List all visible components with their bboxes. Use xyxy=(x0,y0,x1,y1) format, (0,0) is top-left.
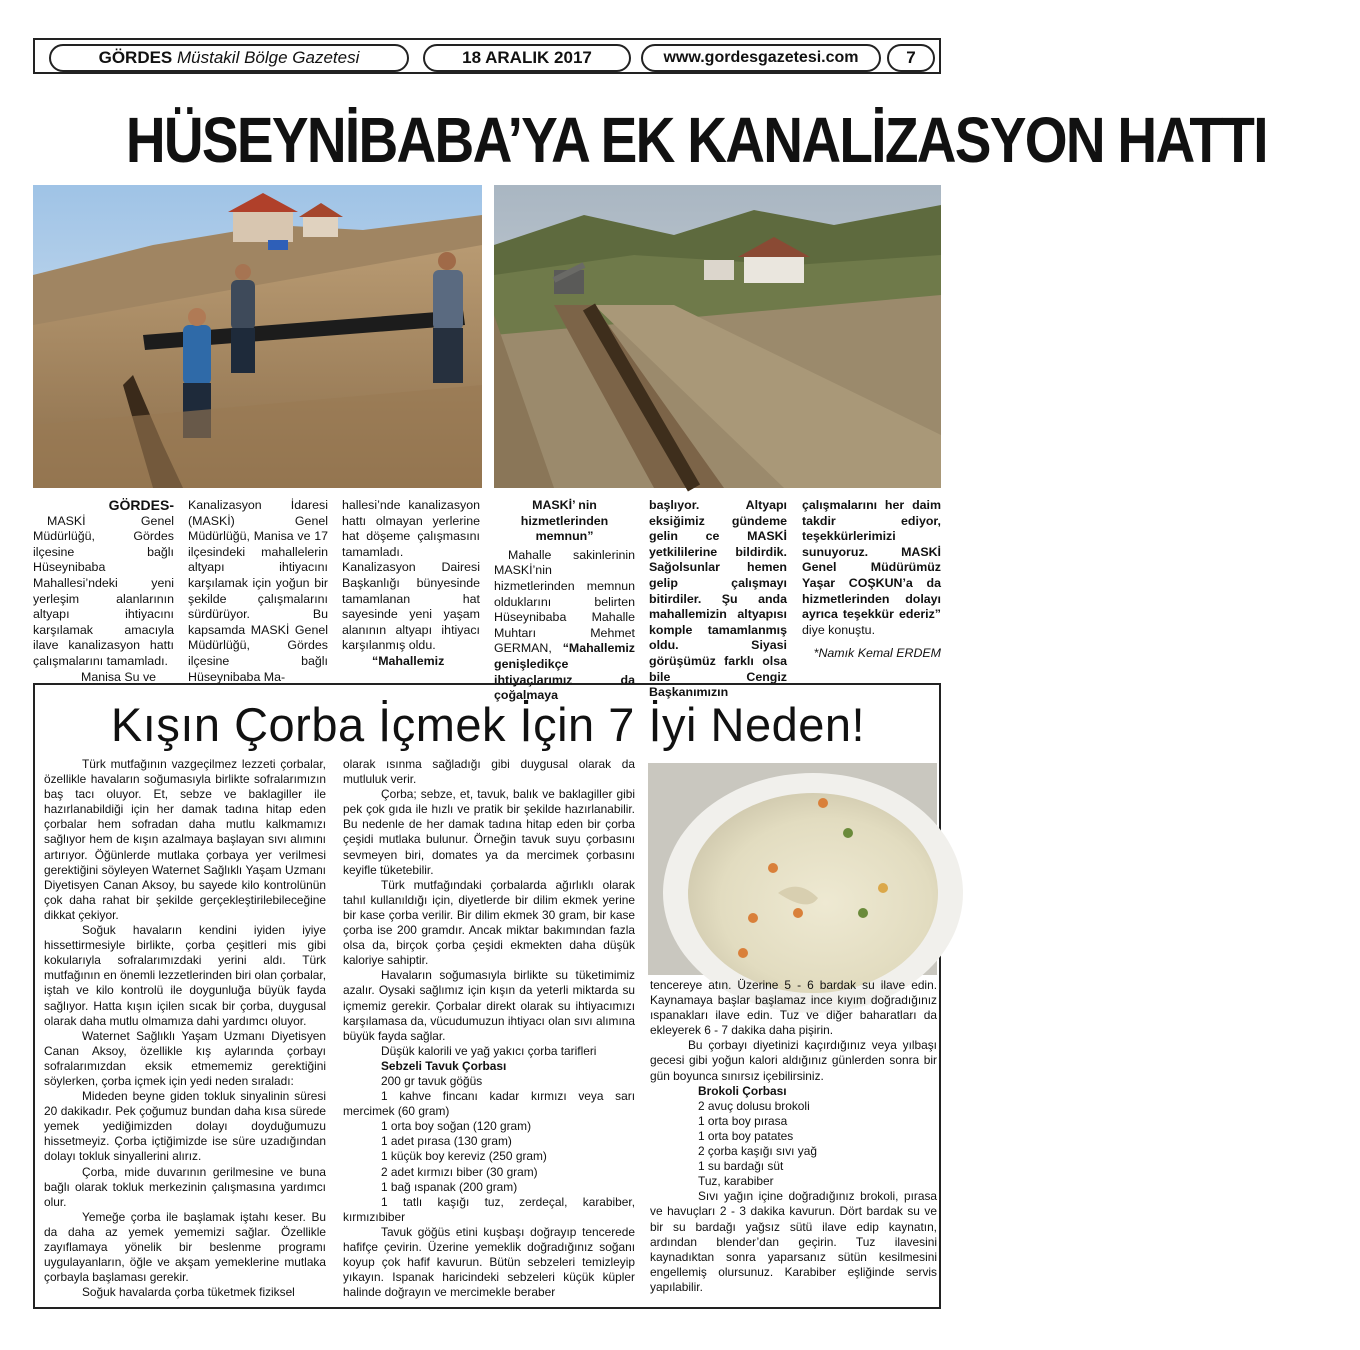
article1-column-1 xyxy=(33,498,174,685)
article1-subheading-start: “Mahallemiz xyxy=(372,653,445,668)
recipe2-steps: Sıvı yağın içine doğradığınız brokoli, pırasa ve havuçları 2 - 3 dakika kavurun. Dört bardak su ve bir su bardağı yağsız sütü ilave edip kaynatın, ardından blender’dan geçirin. Tuz ilavesini kaynadıktan sonra yaparsanız sütün kesilmesini engellemiş olursunuz. Karabiber eşliğinde servis yapılabilir. xyxy=(650,1189,937,1294)
article1-quote: “Mahallemiz genişledikçe ihtiyaçlarımız da çoğalmaya xyxy=(494,641,635,703)
article1-column-5 xyxy=(649,498,787,701)
recipe1-ingredient: 1 küçük boy kereviz (250 gram) xyxy=(381,1149,547,1164)
article1-column-6 xyxy=(802,498,941,662)
recipe1-steps: Tavuk göğüs etini kuşbaşı doğrayıp tencerede hafifçe çevirin. Üzerine yemeklik doğradığınız soğanı koyup çok hafif kavurun. Bütün sebzeleri temizleyip yıkayın. Ispanak haricindeki sebzeleri küçük küpler halinde doğrayın ve mercimekle beraber xyxy=(343,1224,635,1300)
recipe1-ingredient: 1 adet pırasa (130 gram) xyxy=(381,1134,512,1149)
recipe2-ingredient: 1 su bardağı süt xyxy=(698,1159,784,1174)
article1-column-3 xyxy=(342,498,480,670)
article1-quote: çalışmalarını her daim takdir ediyor, teşekkürlerimizi sunuyoruz. MASKİ Genel Müdürümüz Yaşar COŞKUN’a da hizmetlerinden dolayı ayrıca teşekkür ederiz” xyxy=(802,498,941,622)
article2-paragraph: olarak ısınma sağladığı gibi duygusal olarak da mutluluk verir. xyxy=(343,757,635,787)
recipe1-ingredient: 1 bağ ıspanak (200 gram) xyxy=(381,1179,518,1194)
chicken-soup-photo xyxy=(648,763,937,975)
recipe2-ingredient: 2 avuç dolusu brokoli xyxy=(698,1098,810,1113)
recipe2-title: Brokoli Çorbası xyxy=(698,1083,787,1098)
article2-column-1 xyxy=(44,757,326,1300)
workers-laying-pipe-photo xyxy=(33,185,482,488)
article2-paragraph: Çorba; sebze, et, tavuk, balık ve baklagiller gibi pek çok gıda ile hızlı ve pratik bir şekilde hazırlanabilir. Bu nedenle de her damak tadına hitap eden bir çorba çeşidi mutlaka bulunur. Örneğin tavuk suyu çorbasını sevmeyen biri, domates ya da mercimek çorbasını keyifle tüketebilir. xyxy=(343,787,635,877)
article2-paragraph: Türk mutfağının vazgeçilmez lezzeti çorbalar, özellikle havaların soğumasıyla birlikte sofralarımızın baş tacı oluyor. Et, sebze ve baklagiller ile hazırlanabildiği için her damak tadına hitap eden çorbalar hem sofradan daha mutlu kalkmamızı sağlıyor hem de kışın azalmaya başlayan sıvı alımını artırıyor. Öğünlerde mutlaka çorbaya yer verilmesi gerektiğini söyleyen Waternet Sağlıklı Yaşam Uzmanı Diyetisyen Canan Aksoy, bu sayede kilo kontrolünün çok daha rahat bir şekilde gerçekleştirilebileceğine dikkat çekiyor. xyxy=(44,757,326,922)
dateline: GÖRDES- xyxy=(108,497,174,513)
article2-paragraph: Soğuk havalarda çorba tüketmek fiziksel xyxy=(82,1285,295,1300)
recipe2-ingredient: 1 orta boy pırasa xyxy=(698,1113,788,1128)
issue-date: 18 ARALIK 2017 xyxy=(423,44,631,72)
paper-subtitle: Müstakil Bölge Gazetesi xyxy=(177,48,360,67)
article2-paragraph: Soğuk havaların kendini iyiden iyiye hissettirmesiyle birlikte, çorba çeşitleri mis gibi kokularıyla sofralarımızdaki yerini aldı. Türk mutfağının en önemli lezzetlerinden biri olan çorbalar, iştah ve kilo kontrolü ile doygunluğa büyük fayda sağlıyor. Hatta kışın içilen sıcak bir çorba, duygusal olarak daha mutlu olmamıza dahi yardımcı oluyor. xyxy=(44,923,326,1028)
recipes-intro: Düşük kalorili ve yağ yakıcı çorba tarifleri xyxy=(381,1043,597,1058)
recipe1-ingredient: 200 gr tavuk göğüs xyxy=(381,1073,483,1088)
article2-column-3 xyxy=(650,978,937,1295)
recipe2-ingredient: 1 orta boy patates xyxy=(698,1128,794,1143)
article2-headline: Kışın Çorba İçmek İçin 7 İyi Neden! xyxy=(110,698,866,751)
article1-paragraph xyxy=(494,548,635,704)
article1-paragraph: Kanalizasyon İdaresi (MASKİ) Genel Müdürlüğü, Manisa ve 17 ilçesindeki mahallelerin altyapı ihtiyacını karşılamak için yoğun bir şekilde çalışmalarını sürdürüyor. Bu kapsamda MASKİ Genel Müdürlüğü, Gördes ilçesine bağlı Hüseynibaba Ma- xyxy=(188,498,328,684)
article1-paragraph: MASKİ Genel Müdürlüğü, Gördes ilçesine bağlı Hüseynibaba Mahallesi’ndeki yeni yerleşim alanlarının altyapı ihtiyacını karşılamak amacıyla ilave kanalizasyon hattı çalışmalarını tamamladı. xyxy=(33,513,174,668)
recipe1-ingredient: 2 adet kırmızı biber (30 gram) xyxy=(381,1164,538,1179)
article2-paragraph: Türk mutfağındaki çorbalarda ağırlıklı olarak tahıl kullanıldığı için, diyetlerde bir dilim ekmek yerine bir kase çorba verilir. Bir dilim ekmek 30 gram, bir kase çorba ise 200 gramdır. Ancak miktar bakımından fazla olsa da, birçok çorba çeşidi ekmekten daha düşük kaloriye sahiptir. xyxy=(343,877,635,968)
excavated-trench-photo xyxy=(494,185,941,488)
recipe1-ingredient: 1 tatlı kaşığı tuz, zerdeçal, karabiber, kırmızıbiber xyxy=(343,1194,635,1224)
article2-paragraph: Mideden beyne giden tokluk sinyalinin süresi 20 dakikadır. Pek çoğumuz bundan daha kısa sürede yemek yediğimizden dolayı doyduğumuzu hissetmeyiz. Çorba içtiğimizde ise süre uzadığından dolayı tokluk sinyallerini alırız. xyxy=(44,1089,326,1164)
article2-paragraph: Yemeğe çorba ile başlamak iştahı keser. Bu da daha az yemek yememizi sağlar. Özellikle zayıflamaya yönelik bir beslenme programı uygulayanların, öğle ve akşam yemeklerine mutlaka çorbayla başlaması gerekir. xyxy=(44,1209,326,1285)
article2-paragraph: Çorba, mide duvarının gerilmesine ve buna bağlı olarak tokluk merkezinin çalışmasına yardımcı olur. xyxy=(44,1164,326,1209)
recipe1-ingredient: 1 orta boy soğan (120 gram) xyxy=(381,1119,532,1134)
paper-name-pill xyxy=(49,44,409,72)
recipe2-ingredient: Tuz, karabiber xyxy=(698,1174,774,1189)
article1-paragraph xyxy=(802,498,941,638)
article1-headline xyxy=(33,102,1267,178)
article1-headline-text: HÜSEYNİBABA’YA EK KANALİZASYON HATTI xyxy=(125,104,1267,176)
article1-text: diye konuştu. xyxy=(802,622,876,637)
article1-quote: başlıyor. Altyapı eksiğimiz gündeme gelin ce MASKİ yetkililerine bildirdik. Sağolsunlar hemen gelip çalışmayı bitirdiler. Şu anda mahallemizin altyapısı komple tamamlanmış oldu. Siyasi görüşümüz farklı olsa bile Cengiz Başkanımızın xyxy=(649,498,787,700)
author-signature: *Namık Kemal ERDEM xyxy=(813,646,941,661)
masthead-bar xyxy=(33,38,941,74)
article2-paragraph: Bu çorbayı diyetinizi kaçırdığınız veya yılbaşı gecesi gibi yoğun kalori aldığınız günlerden sonra bir gün boyunca sınırsız içebilirsiniz. xyxy=(650,1038,937,1083)
article1-paragraph: Manisa Su ve xyxy=(81,669,157,684)
article2-paragraph: Havaların soğumasıyla birlikte su tüketimimiz azalır. Oysaki sağlımız için kışın da yeterli miktarda su içmemiz gerekir. Çorbalar direkt olarak su ihtiyacımızı karşılamasa da, vücudumuzun ihtiyacı olan sıvı alımına büyük fayda sağlar. xyxy=(343,968,635,1043)
recipe2-ingredient: 2 çorba kaşığı sıvı yağ xyxy=(698,1144,817,1159)
article2-paragraph: Waternet Sağlıklı Yaşam Uzmanı Diyetisyen Canan Aksoy, özellikle kış aylarında çorbayı sofralarımızdan eksik etmememiz gerektiğini söylerken, çorba içmek için yedi neden sıraladı: xyxy=(44,1028,326,1088)
article1-column-2 xyxy=(188,498,328,685)
website-link[interactable]: www.gordesgazetesi.com xyxy=(641,44,881,72)
article2-paragraph: tencereye atın. Üzerine 5 - 6 bardak su ilave edin. Kaynamaya başlar başlamaz ince kıyım doğradığınız ıspanakları ilave edin. Tuz ve diğer baharatları da ekleyerek 6 - 7 dakika daha pişirin. xyxy=(650,978,937,1038)
article1-text: Mahalle sakinlerinin MASKİ’nin hizmetlerinden memnun olduklarını belirten Hüseynibaba Mahalle Muhtarı Mehmet GERMAN, xyxy=(494,547,635,656)
article2-column-2 xyxy=(343,757,635,1300)
article1-paragraph: hallesi’nde kanalizasyon hattı olmayan yerlerine hat döşeme çalışmasını tamamladı. Kanalizasyon Dairesi Başkanlığı bünyesinde tamamlanan hat sayesinde yeni yaşam alanının altyapı ihtiyacı karşılanmış oldu. xyxy=(342,498,480,653)
page-number: 7 xyxy=(887,44,935,72)
article1-subheading: MASKİ’ nin hizmetlerinden memnun” xyxy=(520,498,609,544)
paper-name: GÖRDES xyxy=(98,48,173,67)
recipe1-ingredient: 1 kahve fincanı kadar kırmızı veya sarı mercimek (60 gram) xyxy=(343,1089,635,1119)
recipe1-title: Sebzeli Tavuk Çorbası xyxy=(381,1058,507,1073)
article1-column-4 xyxy=(494,498,635,704)
